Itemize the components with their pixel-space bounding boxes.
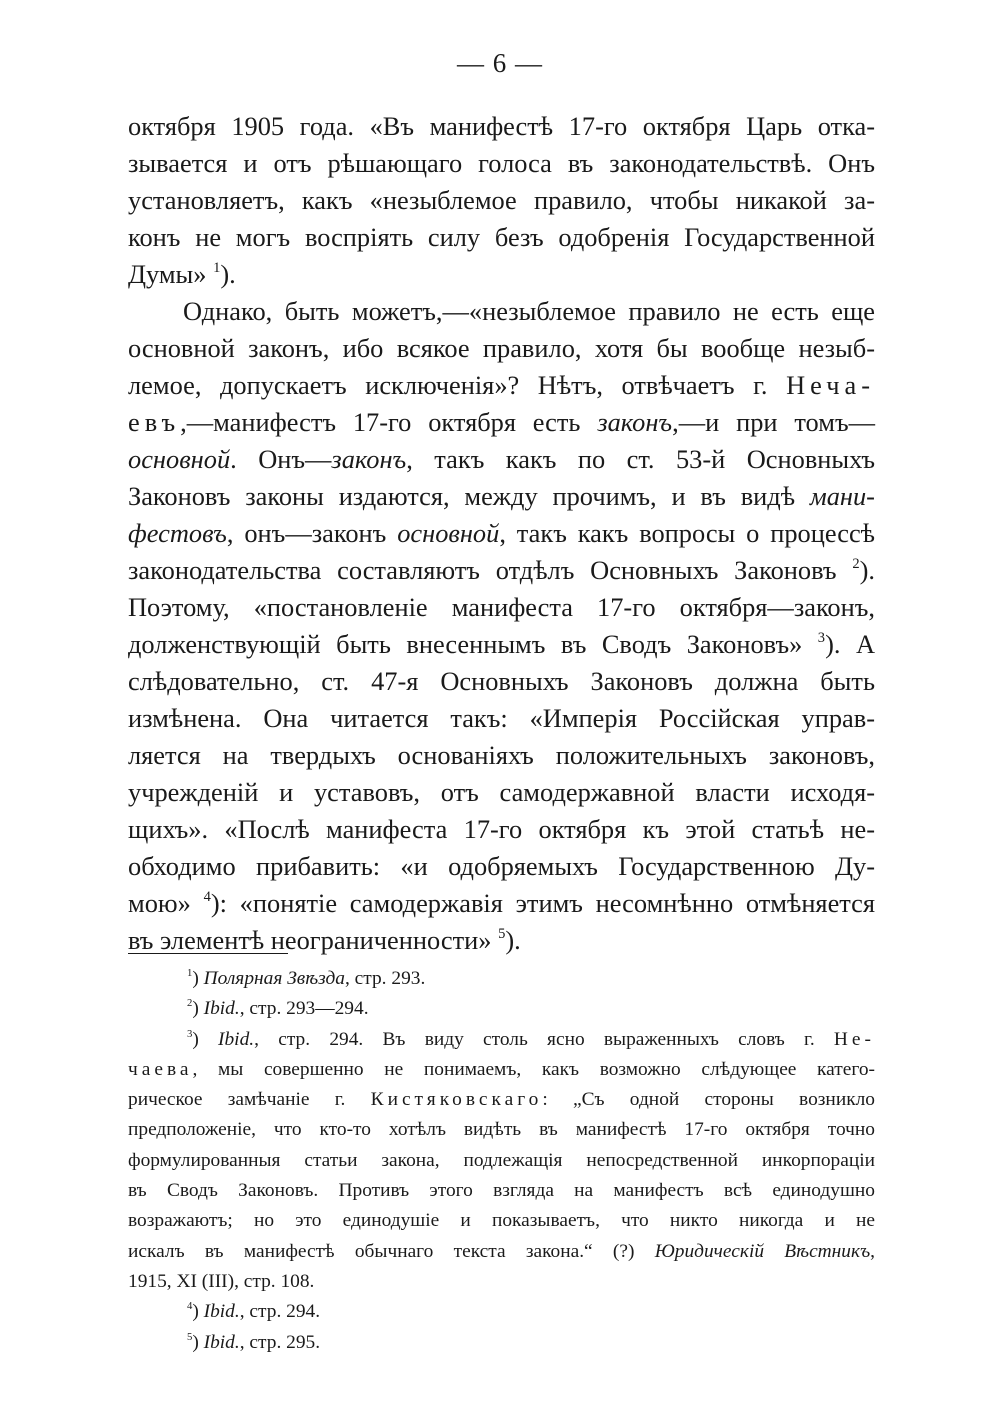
author-name: Неча- <box>786 370 875 400</box>
text-line: зывается и отъ рѣшающаго голоса въ законодательствѣ. Онъ <box>128 148 875 178</box>
footnote-ref: 2 <box>852 556 860 573</box>
footnote-ref: 1 <box>213 260 221 277</box>
text-line: мою» $^4$): «понятіе самодержавія этимъ несомнѣнно отмѣняется <box>128 888 875 918</box>
text-line: основной законъ, ибо всякое правило, хотя бы вообще незыб- <box>128 333 875 363</box>
text-line: въ элементѣ неограниченности» $^5$). <box>128 925 521 955</box>
text-line: учрежденій и уставовъ, отъ самодержавной власти исходя- <box>128 777 875 807</box>
footnote-2: $^2$) Ibid., стр. 293—294. <box>187 997 369 1020</box>
text-line: щихъ». «Послѣ манифеста 17-го октября къ этой статьѣ не- <box>128 814 875 844</box>
footnote-ref: 5 <box>498 926 506 943</box>
footnotes <box>128 964 875 1358</box>
footnote-line: въ Сводъ Законовъ. Противъ этого взгляда на манифестъ всѣ единодушно <box>128 1180 875 1202</box>
text-line: долженствующій быть внесеннымъ въ Сводъ Законовъ» $^3$). А <box>128 629 875 659</box>
text-line: законодательства составляютъ отдѣлъ Основныхъ Законовъ $^2$). <box>128 555 875 585</box>
text-line: ляется на твердыхъ основаніяхъ положительныхъ законовъ, <box>128 740 875 770</box>
footnote-3 <box>128 1025 875 1298</box>
text-line: октября 1905 года. «Въ манифестѣ 17-го октября Царь отка- <box>128 111 875 141</box>
author-name: евъ <box>128 407 181 437</box>
footnote-1: $^1$) Полярная Звѣзда, стр. 293. <box>187 967 426 989</box>
main-text <box>128 108 875 959</box>
footnote-line: $^3$) Ibid., стр. 294. Въ виду столь ясно выраженныхъ словъ г. Не- <box>187 1027 875 1050</box>
text-line: евъ,—манифестъ 17-го октября есть законъ,—и при томъ— <box>128 407 875 437</box>
text-line: обходимо прибавить: «и одобряемыхъ Государственною Ду- <box>128 851 875 881</box>
footnote-ref: 4 <box>203 889 211 906</box>
footnote-line: формулированныя статьи закона, подлежащія непосредственной инкорпораціи <box>128 1149 875 1171</box>
footnote-ref: 3 <box>817 630 826 647</box>
text-line: основной. Онъ—законъ, такъ какъ по ст. 53-й Основныхъ <box>128 444 875 474</box>
footnote-line: предположеніе, что кто-то хотѣлъ видѣть въ манифестѣ 17-го октября точно <box>128 1119 875 1141</box>
text-line: лемое, допускаетъ исключенія»? Нѣтъ, отвѣчаетъ г. Неча- <box>128 370 875 400</box>
text-line: конъ не могъ воспріять силу безъ одобренія Государственной <box>128 222 875 252</box>
text-line: слѣдовательно, ст. 47-я Основныхъ Законовъ должна быть <box>128 666 875 696</box>
text-line: Законовъ законы издаются, между прочимъ, и въ видѣ мани- <box>128 481 875 511</box>
footnote-line: рическое замѣчаніе г. Кистяковскаго: „Съ одной стороны возникло <box>128 1089 875 1111</box>
footnote-line: чаева, мы совершенно не понимаемъ, какъ возможно слѣдующее катего- <box>128 1058 875 1080</box>
footnote-line: 1915, XI (III), стр. 108. <box>128 1270 315 1292</box>
text-line: измѣнена. Она читается такъ: «Имперія Россійская управ- <box>128 703 875 733</box>
text-line: установляетъ, какъ «незыблемое правило, чтобы никакой за- <box>128 185 875 215</box>
text-line: Однако, быть можетъ,—«незыблемое правило не есть еще <box>183 296 875 326</box>
text-line: Думы» $^1$). <box>128 259 236 289</box>
footnote-line: возражаютъ; но это единодушіе и показываетъ, что никто никогда и не <box>128 1210 875 1232</box>
text-line: Поэтому, «постановленіе манифеста 17-го октября—законъ, <box>128 592 875 622</box>
page-number: — 6 — <box>457 48 543 78</box>
footnote-4: $^4$) Ibid., стр. 294. <box>187 1300 321 1323</box>
footnote-5: $^5$) Ibid., стр. 295. <box>187 1330 321 1353</box>
footnote-divider <box>128 953 288 954</box>
text-line: фестовъ, онъ—законъ основной, такъ какъ вопросы о процессѣ <box>128 518 875 548</box>
footnote-line: искалъ въ манифестѣ обычнаго текста закона.“ (?) Юридическій Вѣстникъ, <box>128 1240 875 1262</box>
